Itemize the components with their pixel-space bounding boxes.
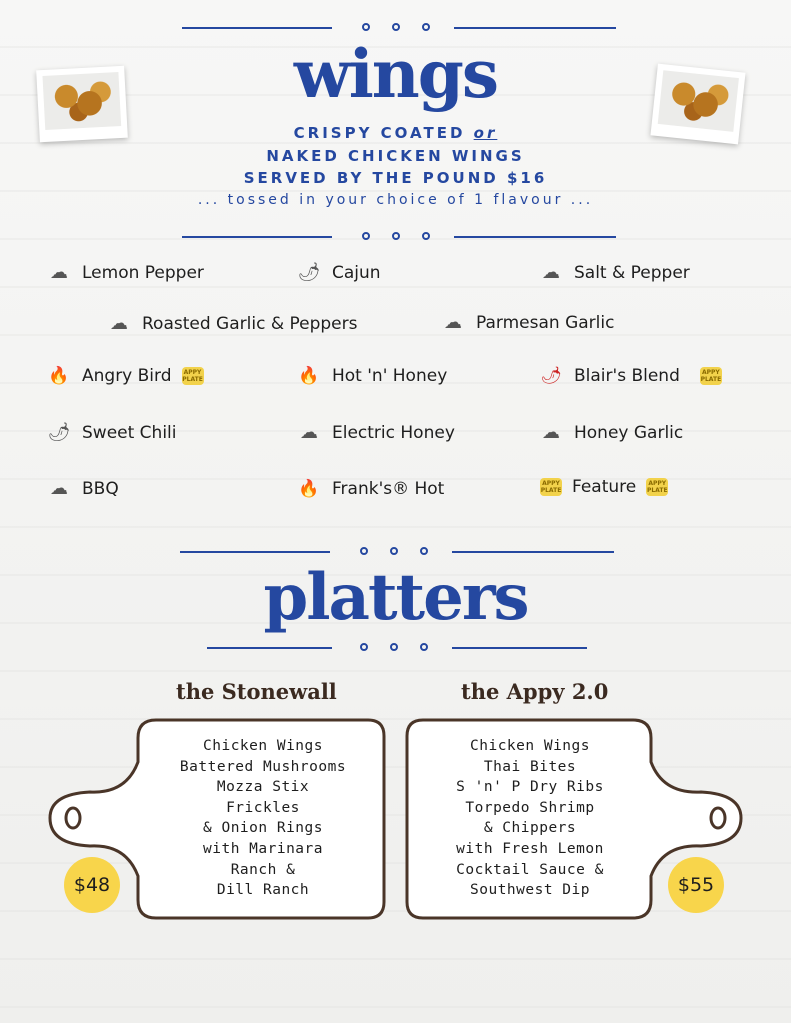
list-item: & Chippers bbox=[483, 820, 577, 837]
flavor-label: Hot 'n' Honey bbox=[332, 366, 448, 386]
platters-title: platters bbox=[263, 560, 528, 635]
flavor-item bbox=[106, 313, 357, 335]
chili-pepper-icon: 🌶 bbox=[47, 422, 71, 443]
appy-items bbox=[418, 736, 642, 901]
list-item: with Fresh Lemon bbox=[456, 840, 604, 857]
wings-line-1-text: CRISPY COATED bbox=[293, 124, 466, 142]
flavor-label: Roasted Garlic & Peppers bbox=[142, 314, 358, 334]
flavor-item bbox=[540, 477, 668, 497]
flavor-item bbox=[296, 478, 444, 500]
list-item: Dill Ranch bbox=[216, 882, 310, 899]
divider-4-right bbox=[452, 647, 587, 649]
divider-2-right bbox=[454, 236, 616, 238]
platter-name-appy: the Appy 2.0 bbox=[461, 679, 609, 704]
hot-pepper-icon: 🌶 bbox=[540, 365, 562, 386]
chili-pepper-icon: 🌶 bbox=[297, 262, 321, 283]
wings-line-3: SERVED BY THE POUND $16 bbox=[243, 169, 548, 187]
wings-line-4: ... tossed in your choice of 1 flavour ... bbox=[197, 192, 594, 208]
flavor-item bbox=[538, 422, 683, 444]
fire-icon: 🔥 bbox=[48, 365, 70, 386]
flavor-label: Sweet Chili bbox=[82, 423, 177, 443]
list-item: Thai Bites bbox=[483, 758, 577, 775]
fire-icon: 🔥 bbox=[298, 478, 320, 499]
wings-title: wings bbox=[293, 35, 498, 113]
list-item: Chicken Wings bbox=[203, 738, 323, 754]
divider-3-dots bbox=[360, 547, 428, 555]
divider-top-right bbox=[454, 27, 616, 29]
platter-name-stonewall: the Stonewall bbox=[176, 679, 337, 704]
flavor-item bbox=[296, 262, 381, 284]
list-item: Cocktail Sauce & bbox=[456, 861, 604, 878]
list-item: Battered Mushrooms bbox=[179, 758, 347, 775]
flavor-label: Honey Garlic bbox=[574, 423, 684, 443]
divider-2-left bbox=[182, 236, 332, 238]
flavor-label: Cajun bbox=[332, 263, 381, 283]
appy-plate-badge-icon: APPY PLATE bbox=[646, 480, 668, 494]
list-item: & Onion Rings bbox=[203, 820, 323, 837]
list-item: Ranch & bbox=[230, 861, 296, 878]
divider-2-dots bbox=[362, 232, 430, 240]
divider-3-right bbox=[452, 551, 614, 553]
wings-line-1 bbox=[0, 124, 791, 142]
flavor-item bbox=[46, 262, 204, 284]
flavor-label: Electric Honey bbox=[332, 423, 455, 443]
flavor-label: BBQ bbox=[82, 479, 119, 499]
divider-3-left bbox=[180, 551, 330, 553]
chef-hat-icon: ☁ bbox=[300, 422, 318, 443]
divider-top-dots bbox=[362, 23, 430, 31]
divider-top-left bbox=[182, 27, 332, 29]
chef-hat-icon: ☁ bbox=[542, 422, 560, 443]
list-item: Mozza Stix bbox=[216, 779, 310, 796]
flavor-label: Feature bbox=[572, 477, 637, 497]
flavor-label: Angry Bird bbox=[82, 366, 172, 386]
appy-plate-badge-icon: APPY PLATE bbox=[182, 369, 203, 383]
flavor-label: Parmesan Garlic bbox=[476, 313, 615, 333]
chef-hat-icon: ☁ bbox=[50, 478, 68, 499]
flavor-label: Blair's Blend bbox=[574, 366, 680, 386]
list-item: Southwest Dip bbox=[470, 882, 590, 899]
appy-plate-badge-icon: APPY PLATE bbox=[700, 369, 722, 383]
price-badge-appy: $55 bbox=[668, 857, 724, 913]
flavor-item bbox=[46, 422, 177, 444]
chef-hat-icon: ☁ bbox=[50, 262, 68, 283]
chef-hat-icon: ☁ bbox=[444, 312, 462, 333]
flavor-item bbox=[296, 365, 447, 387]
price-badge-stonewall: $48 bbox=[64, 857, 120, 913]
flavor-item bbox=[538, 365, 722, 387]
list-item: S 'n' P Dry Ribs bbox=[456, 779, 604, 796]
flavor-item bbox=[46, 365, 204, 387]
fire-icon: 🔥 bbox=[298, 365, 320, 386]
wings-line-2: NAKED CHICKEN WINGS bbox=[266, 147, 525, 165]
flavor-item bbox=[296, 422, 455, 444]
list-item: Frickles bbox=[226, 799, 300, 816]
list-item: Chicken Wings bbox=[470, 738, 590, 754]
flavor-item bbox=[46, 478, 119, 500]
flavor-label: Salt & Pepper bbox=[574, 263, 690, 283]
list-item: Torpedo Shrimp bbox=[465, 799, 595, 816]
flavor-label: Frank's® Hot bbox=[332, 479, 445, 499]
list-item: with Marinara bbox=[203, 840, 323, 857]
stonewall-items bbox=[150, 736, 376, 901]
flavor-item bbox=[440, 312, 614, 334]
divider-4-dots bbox=[360, 643, 428, 651]
flavor-label: Lemon Pepper bbox=[82, 263, 204, 283]
chef-hat-icon: ☁ bbox=[110, 313, 128, 334]
flavor-item bbox=[538, 262, 690, 284]
wings-line-1-or: or bbox=[473, 124, 498, 142]
chef-hat-icon: ☁ bbox=[542, 262, 560, 283]
divider-4-left bbox=[207, 647, 332, 649]
appy-plate-badge-icon: APPY PLATE bbox=[540, 480, 562, 494]
